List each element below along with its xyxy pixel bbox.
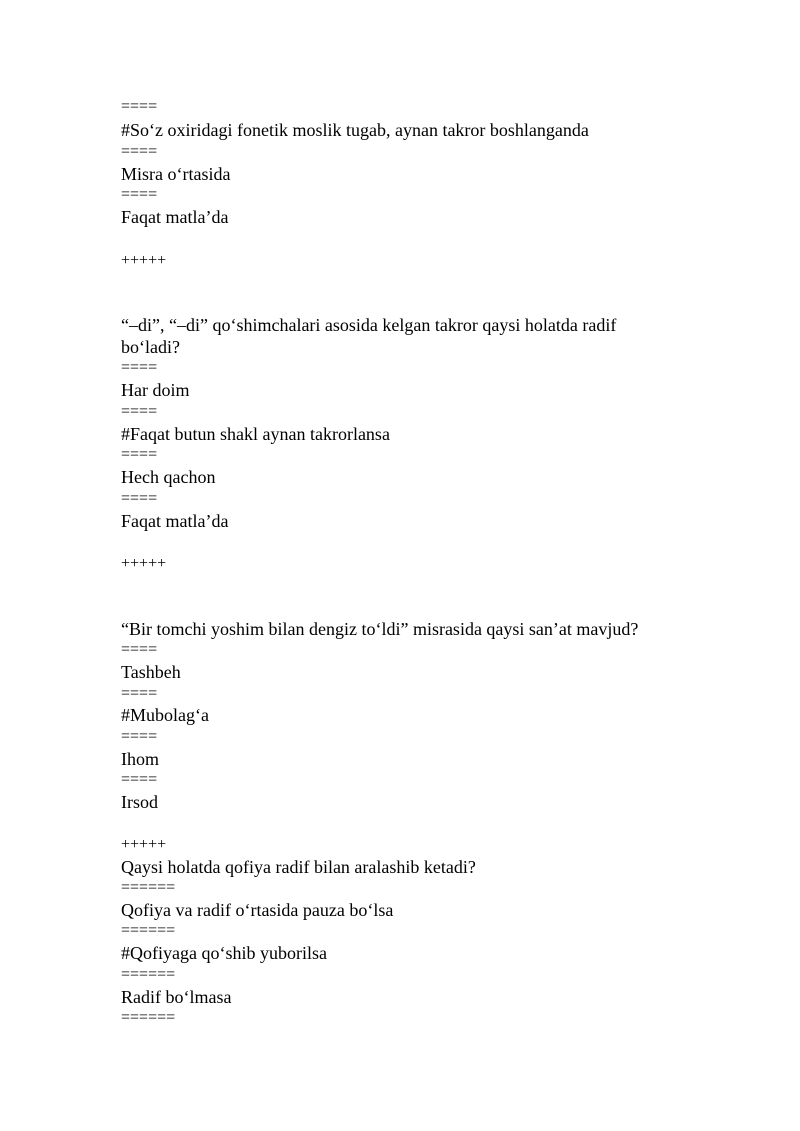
answer-option: Faqat matla’da [121, 207, 229, 227]
separator: ==== [121, 771, 158, 788]
answer-option: Tashbeh [121, 662, 181, 682]
separator: ==== [121, 641, 158, 658]
answer-option: Radif bo‘lmasa [121, 987, 232, 1007]
separator: ==== [121, 143, 158, 160]
answer-option: Hech qachon [121, 467, 216, 487]
answer-option-correct: #So‘z oxiridagi fonetik moslik tugab, aynan takror boshlanganda [121, 120, 589, 140]
separator: ==== [121, 446, 158, 463]
answer-option: Ihom [121, 749, 159, 769]
answer-option: Faqat matla’da [121, 511, 229, 531]
answer-option: Har doim [121, 380, 190, 400]
answer-option-correct: #Faqat butun shakl aynan takrorlansa [121, 424, 390, 444]
answer-option: Qofiya va radif o‘rtasida pauza bo‘lsa [121, 900, 394, 920]
answer-option: Irsod [121, 792, 158, 812]
question-separator: +++++ [121, 555, 167, 572]
question-text: “–di”, “–di” qo‘shimchalari asosida kelgan takror qaysi holatda radif bo‘ladi? [121, 315, 617, 357]
answer-option: Misra o‘rtasida [121, 164, 231, 184]
separator: ==== [121, 359, 158, 376]
separator: ==== [121, 490, 158, 507]
separator: ==== [121, 403, 158, 420]
question-text: Qaysi holatda qofiya radif bilan aralashib ketadi? [121, 857, 476, 877]
separator: ==== [121, 186, 158, 203]
separator: ====== [121, 879, 176, 896]
question-separator: +++++ [121, 252, 167, 269]
answer-option-correct: #Mubolag‘a [121, 705, 209, 725]
separator: ====== [121, 1009, 176, 1026]
separator: ==== [121, 685, 158, 702]
separator: ====== [121, 966, 176, 983]
separator: ==== [121, 728, 158, 745]
question-text: “Bir tomchi yoshim bilan dengiz to‘ldi” misrasida qaysi san’at mavjud? [121, 619, 639, 639]
answer-option-correct: #Qofiyaga qo‘shib yuborilsa [121, 943, 327, 963]
question-separator: +++++ [121, 836, 167, 853]
separator: ====== [121, 922, 176, 939]
separator: ==== [121, 98, 158, 115]
